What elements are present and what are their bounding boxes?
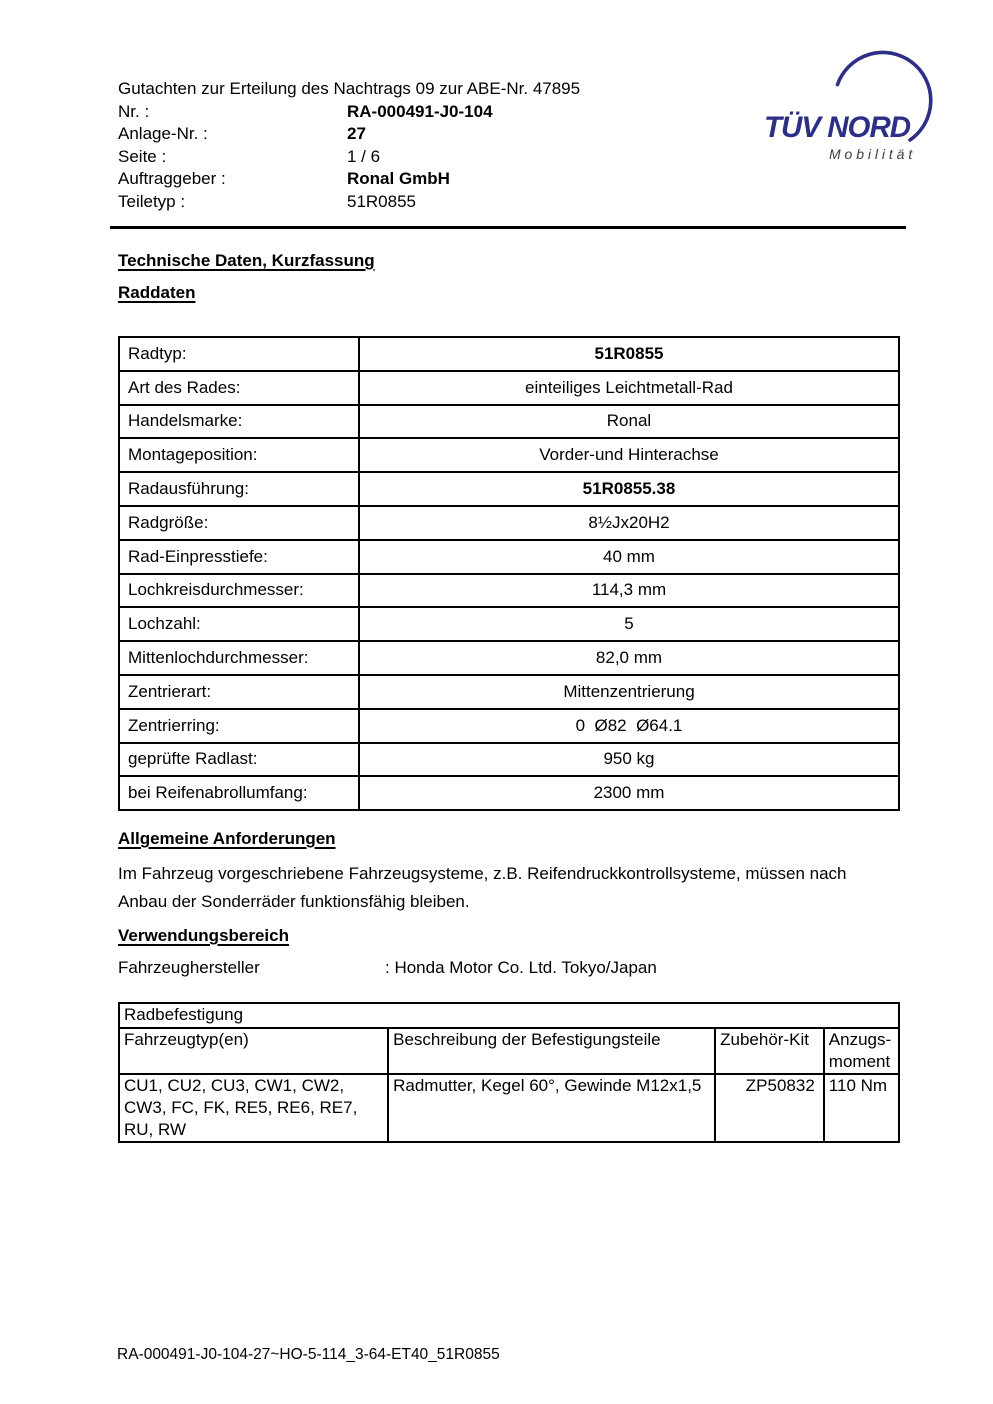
row-label: Lochkreisdurchmesser: [119, 574, 359, 608]
row-value: 114,3 mm [359, 574, 899, 608]
header-field-label: Anlage-Nr. : [118, 124, 208, 143]
table-row [119, 641, 899, 675]
row-label: Handelsmarke: [119, 405, 359, 439]
manufacturer-row [118, 958, 818, 978]
section-heading-raddaten: Raddaten [118, 283, 196, 302]
header-field-value: Ronal GmbH [347, 169, 450, 188]
section-heading-allgemeine-anforderungen: Allgemeine Anforderungen [118, 829, 336, 848]
row-label: Radgröße: [119, 506, 359, 540]
footer-reference-text: RA-000491-J0-104-27~HO-5-114_3-64-ET40_51R0855 [117, 1346, 500, 1363]
header-field [118, 123, 738, 146]
table-row [119, 776, 899, 810]
table-header-row [119, 1028, 899, 1074]
cell-anzugsmoment: 110 Nm [824, 1074, 899, 1142]
row-label: bei Reifenabrollumfang: [119, 776, 359, 810]
row-value: Mittenzentrierung [359, 675, 899, 709]
header-field [118, 191, 738, 214]
row-value: Ronal [359, 405, 899, 439]
row-value: Vorder-und Hinterachse [359, 438, 899, 472]
section-heading-technische-daten: Technische Daten, Kurzfassung [118, 251, 375, 270]
row-value: 82,0 mm [359, 641, 899, 675]
table-row [119, 371, 899, 405]
header-field-label: Seite : [118, 146, 167, 166]
header-field-value: 1 / 6 [347, 146, 381, 166]
table-row [119, 743, 899, 777]
logo-tagline-text: M o b i l i t ä t [829, 146, 913, 162]
table-row [119, 1074, 899, 1142]
table-row [119, 574, 899, 608]
logo-brand-text: TÜV NORD [764, 111, 911, 144]
header-field-value: 51R0855 [347, 191, 417, 211]
table-row [119, 607, 899, 641]
table-row [119, 709, 899, 743]
row-value: 51R0855 [359, 337, 899, 371]
row-label: Zentrierring: [119, 709, 359, 743]
header-field-label: Nr. : [118, 101, 150, 121]
row-value: 5 [359, 607, 899, 641]
row-label: Radausführung: [119, 472, 359, 506]
column-header-zubehoer-kit: Zubehör-Kit [715, 1028, 824, 1074]
row-label: geprüfte Radlast: [119, 743, 359, 777]
header-field-label: Teiletyp : [118, 191, 186, 211]
radbefestigung-table [118, 1002, 900, 1143]
table-row [119, 337, 899, 371]
header-field-value: RA-000491-J0-104 [347, 101, 493, 121]
row-value: 8½Jx20H2 [359, 506, 899, 540]
cell-beschreibung: Radmutter, Kegel 60°, Gewinde M12x1,5 [388, 1074, 715, 1142]
document-title: Gutachten zur Erteilung des Nachtrags 09 zur ABE-Nr. 47895 [118, 79, 581, 98]
column-header-anzugsmoment: Anzugs-moment [824, 1028, 899, 1074]
row-label: Art des Rades: [119, 371, 359, 405]
row-label: Montageposition: [119, 438, 359, 472]
table-row [119, 540, 899, 574]
raddaten-table [118, 336, 900, 811]
logo-graphic [763, 50, 953, 168]
cell-zubehoer-kit: ZP50832 [715, 1074, 824, 1142]
column-header-fahrzeugtyp: Fahrzeugtyp(en) [119, 1028, 388, 1074]
row-label: Lochzahl: [119, 607, 359, 641]
row-value: 51R0855.38 [359, 472, 899, 506]
row-label: Radtyp: [119, 337, 359, 371]
row-value: 0 Ø82 Ø64.1 [359, 709, 899, 743]
cell-fahrzeugtyp: CU1, CU2, CU3, CW1, CW2, CW3, FC, FK, RE5, RE6, RE7, RU, RW [119, 1074, 388, 1142]
row-value: 40 mm [359, 540, 899, 574]
table-row [119, 506, 899, 540]
header-field [118, 101, 738, 124]
header-field-value: 27 [347, 124, 366, 143]
tuv-nord-logo [763, 50, 953, 168]
table-row [119, 675, 899, 709]
manufacturer-value: : Honda Motor Co. Ltd. Tokyo/Japan [385, 958, 657, 977]
table-row [119, 472, 899, 506]
row-label: Rad-Einpresstiefe: [119, 540, 359, 574]
header-field-label: Auftraggeber : [118, 169, 226, 188]
header-field [118, 146, 738, 169]
table-title: Radbefestigung [119, 1003, 899, 1028]
section-heading-verwendungsbereich: Verwendungsbereich [118, 926, 289, 945]
document-header [118, 78, 738, 213]
table-row [119, 438, 899, 472]
row-value: 2300 mm [359, 776, 899, 810]
header-field [118, 168, 738, 191]
row-value: einteiliges Leichtmetall-Rad [359, 371, 899, 405]
header-divider [110, 226, 906, 229]
row-label: Zentrierart: [119, 675, 359, 709]
row-label: Mittenlochdurchmesser: [119, 641, 359, 675]
table-title-row [119, 1003, 899, 1028]
row-value: 950 kg [359, 743, 899, 777]
column-header-beschreibung: Beschreibung der Befestigungsteile [388, 1028, 715, 1074]
table-row [119, 405, 899, 439]
allgemeine-anforderungen-text: Im Fahrzeug vorgeschriebene Fahrzeugsysteme, z.B. Reifendruckkontrollsysteme, müssen nach Anbau der Sonderräder funktionsfähig bleiben. [118, 864, 847, 911]
manufacturer-label: Fahrzeughersteller [118, 958, 260, 977]
